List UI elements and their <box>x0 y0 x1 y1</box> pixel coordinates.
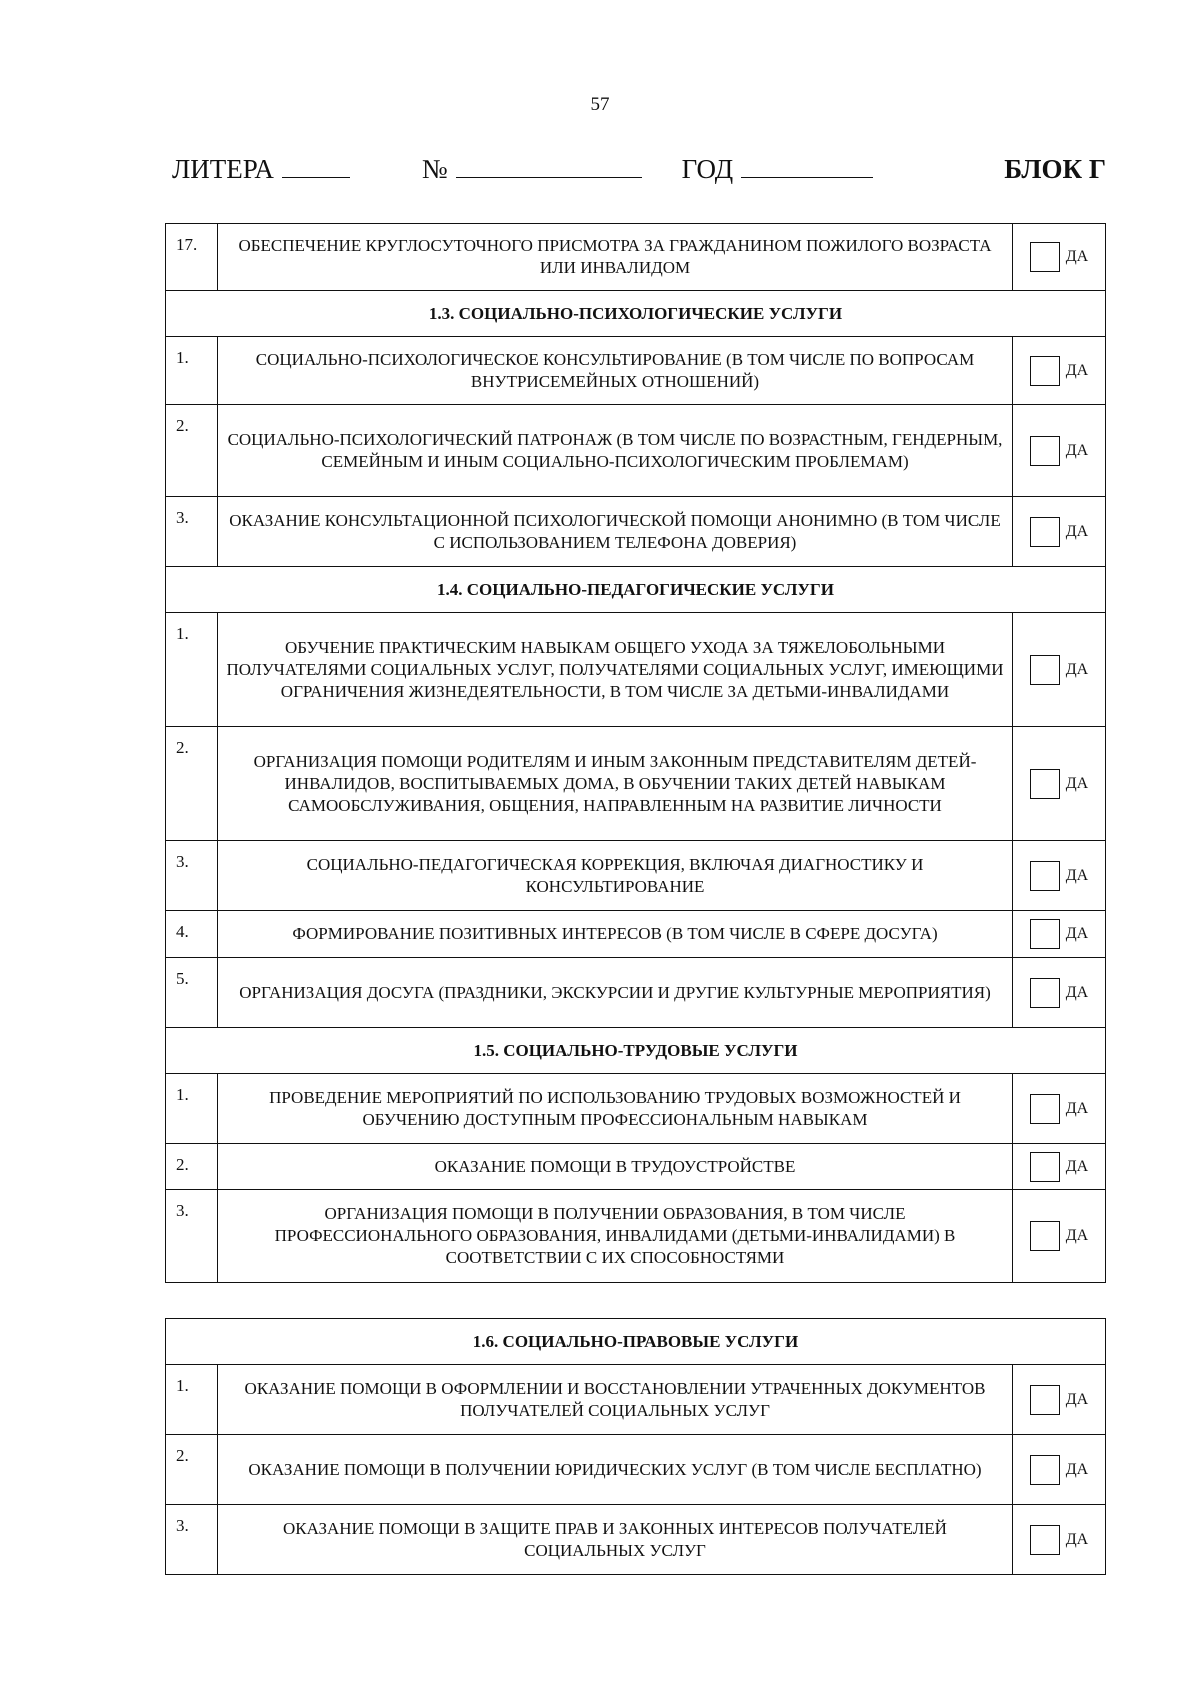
services-table-1 <box>165 223 1106 1283</box>
row-number: 2. <box>166 727 218 841</box>
row-text: ФОРМИРОВАНИЕ ПОЗИТИВНЫХ ИНТЕРЕСОВ (В ТОМ ЧИСЛЕ В СФЕРЕ ДОСУГА) <box>218 911 1013 958</box>
yes-label: ДА <box>1065 925 1089 942</box>
row-text: ОРГАНИЗАЦИЯ ПОМОЩИ РОДИТЕЛЯМ И ИНЫМ ЗАКОННЫМ ПРЕДСТАВИТЕЛЯМ ДЕТЕЙ-ИНВАЛИДОВ, ВОСПИТЫВАЕМЫХ ДОМА, В ОБУЧЕНИИ ТАКИХ ДЕТЕЙ НАВЫКАМ САМООБСЛУЖИВАНИЯ, ОБЩЕНИЯ, НАПРАВЛЕННЫМ НА РАЗВИТИЕ ЛИЧНОСТИ <box>218 727 1013 841</box>
checkbox[interactable] <box>1030 769 1060 799</box>
table-row <box>166 337 1106 405</box>
section-header-row <box>166 1319 1106 1365</box>
row-text: ОКАЗАНИЕ ПОМОЩИ В ТРУДОУСТРОЙСТВЕ <box>218 1144 1013 1190</box>
section-title: 1.3. СОЦИАЛЬНО-ПСИХОЛОГИЧЕСКИЕ УСЛУГИ <box>166 291 1106 337</box>
table-row <box>166 1435 1106 1505</box>
row-number: 2. <box>166 1144 218 1190</box>
table-row <box>166 497 1106 567</box>
checkbox[interactable] <box>1030 655 1060 685</box>
checkbox[interactable] <box>1030 1152 1060 1182</box>
checkbox[interactable] <box>1030 1455 1060 1485</box>
row-text: ОБЕСПЕЧЕНИЕ КРУГЛОСУТОЧНОГО ПРИСМОТРА ЗА ГРАЖДАНИНОМ ПОЖИЛОГО ВОЗРАСТА ИЛИ ИНВАЛИДОМ <box>218 224 1013 291</box>
row-text: ОКАЗАНИЕ КОНСУЛЬТАЦИОННОЙ ПСИХОЛОГИЧЕСКОЙ ПОМОЩИ АНОНИМНО (В ТОМ ЧИСЛЕ С ИСПОЛЬЗОВАНИЕМ ТЕЛЕФОНА ДОВЕРИЯ) <box>218 497 1013 567</box>
row-text: ОКАЗАНИЕ ПОМОЩИ В ЗАЩИТЕ ПРАВ И ЗАКОННЫХ ИНТЕРЕСОВ ПОЛУЧАТЕЛЕЙ СОЦИАЛЬНЫХ УСЛУГ <box>218 1505 1013 1575</box>
checkbox[interactable] <box>1030 1094 1060 1124</box>
table-row <box>166 613 1106 727</box>
section-header-row <box>166 291 1106 337</box>
table-row <box>166 1144 1106 1190</box>
checkbox[interactable] <box>1030 1525 1060 1555</box>
row-number: 1. <box>166 337 218 405</box>
litera-field[interactable] <box>282 153 350 178</box>
row-text: ОКАЗАНИЕ ПОМОЩИ В ОФОРМЛЕНИИ И ВОССТАНОВЛЕНИИ УТРАЧЕННЫХ ДОКУМЕНТОВ ПОЛУЧАТЕЛЕЙ СОЦИАЛЬНЫХ УСЛУГ <box>218 1365 1013 1435</box>
section-header-row <box>166 567 1106 613</box>
row-number: 3. <box>166 497 218 567</box>
row-number: 2. <box>166 1435 218 1505</box>
checkbox[interactable] <box>1030 436 1060 466</box>
row-number: 3. <box>166 1505 218 1575</box>
yes-label: ДА <box>1065 1530 1089 1548</box>
table-row <box>166 958 1106 1028</box>
yes-label: ДА <box>1065 983 1089 1001</box>
row-text: СОЦИАЛЬНО-ПЕДАГОГИЧЕСКАЯ КОРРЕКЦИЯ, ВКЛЮЧАЯ ДИАГНОСТИКУ И КОНСУЛЬТИРОВАНИЕ <box>218 841 1013 911</box>
yes-label: ДА <box>1065 361 1089 379</box>
yes-label: ДА <box>1065 1390 1089 1408</box>
table-row <box>166 1190 1106 1283</box>
checkbox[interactable] <box>1030 1221 1060 1251</box>
row-text: ОРГАНИЗАЦИЯ ПОМОЩИ В ПОЛУЧЕНИИ ОБРАЗОВАНИЯ, В ТОМ ЧИСЛЕ ПРОФЕССИОНАЛЬНОГО ОБРАЗОВАНИЯ, ИНВАЛИДАМИ (ДЕТЬМИ-ИНВАЛИДАМИ) В СООТВЕТСТВИИ С ИХ СПОСОБНОСТЯМИ <box>218 1190 1013 1283</box>
row-number: 3. <box>166 1190 218 1283</box>
row-text: ОКАЗАНИЕ ПОМОЩИ В ПОЛУЧЕНИИ ЮРИДИЧЕСКИХ УСЛУГ (В ТОМ ЧИСЛЕ БЕСПЛАТНО) <box>218 1435 1013 1505</box>
year-field[interactable] <box>741 153 873 178</box>
table-row <box>166 1505 1106 1575</box>
block-label: БЛОК Г <box>1004 154 1106 184</box>
section-title: 1.4. СОЦИАЛЬНО-ПЕДАГОГИЧЕСКИЕ УСЛУГИ <box>166 567 1106 613</box>
form-header <box>172 153 1106 187</box>
checkbox[interactable] <box>1030 861 1060 891</box>
table-row <box>166 841 1106 911</box>
yes-label: ДА <box>1065 1157 1089 1175</box>
yes-label: ДА <box>1065 660 1089 678</box>
row-text: ОРГАНИЗАЦИЯ ДОСУГА (ПРАЗДНИКИ, ЭКСКУРСИИ И ДРУГИЕ КУЛЬТУРНЫЕ МЕРОПРИЯТИЯ) <box>218 958 1013 1028</box>
yes-label: ДА <box>1065 1227 1089 1244</box>
row-text: СОЦИАЛЬНО-ПСИХОЛОГИЧЕСКОЕ КОНСУЛЬТИРОВАНИЕ (В ТОМ ЧИСЛЕ ПО ВОПРОСАМ ВНУТРИСЕМЕЙНЫХ ОТНОШЕНИЙ) <box>218 337 1013 405</box>
services-table-2 <box>165 1318 1106 1575</box>
row-number: 4. <box>166 911 218 958</box>
table-row <box>166 1074 1106 1144</box>
row-number: 17. <box>166 224 218 291</box>
table-row <box>166 911 1106 958</box>
checkbox[interactable] <box>1030 1385 1060 1415</box>
checkbox[interactable] <box>1030 919 1060 949</box>
row-number: 5. <box>166 958 218 1028</box>
yes-label: ДА <box>1065 248 1089 265</box>
row-number: 1. <box>166 1074 218 1144</box>
table-row <box>166 1365 1106 1435</box>
litera-label: ЛИТЕРА <box>172 154 274 184</box>
row-text: СОЦИАЛЬНО-ПСИХОЛОГИЧЕСКИЙ ПАТРОНАЖ (В ТОМ ЧИСЛЕ ПО ВОЗРАСТНЫМ, ГЕНДЕРНЫМ, СЕМЕЙНЫМ И ИНЫМ СОЦИАЛЬНО-ПСИХОЛОГИЧЕСКИМ ПРОБЛЕМАМ) <box>218 405 1013 497</box>
row-number: 1. <box>166 613 218 727</box>
year-label: ГОД <box>681 154 734 184</box>
table-row <box>166 224 1106 291</box>
yes-label: ДА <box>1065 1460 1089 1478</box>
section-title: 1.6. СОЦИАЛЬНО-ПРАВОВЫЕ УСЛУГИ <box>166 1319 1106 1365</box>
yes-label: ДА <box>1065 866 1089 884</box>
row-number: 2. <box>166 405 218 497</box>
yes-label: ДА <box>1065 441 1089 459</box>
section-title: 1.5. СОЦИАЛЬНО-ТРУДОВЫЕ УСЛУГИ <box>166 1028 1106 1074</box>
yes-label: ДА <box>1065 774 1089 792</box>
checkbox[interactable] <box>1030 978 1060 1008</box>
table-row <box>166 727 1106 841</box>
yes-label: ДА <box>1065 1099 1089 1117</box>
checkbox[interactable] <box>1030 517 1060 547</box>
row-text: ОБУЧЕНИЕ ПРАКТИЧЕСКИМ НАВЫКАМ ОБЩЕГО УХОДА ЗА ТЯЖЕЛОБОЛЬНЫМИ ПОЛУЧАТЕЛЯМИ СОЦИАЛЬНЫХ УСЛУГ, ПОЛУЧАТЕЛЯМИ СОЦИАЛЬНЫХ УСЛУГ, ИМЕЮЩИМИ ОГРАНИЧЕНИЯ ЖИЗНЕДЕЯТЕЛЬНОСТИ, В ТОМ ЧИСЛЕ ЗА ДЕТЬМИ-ИНВАЛИДАМИ <box>218 613 1013 727</box>
row-number: 3. <box>166 841 218 911</box>
yes-label: ДА <box>1065 522 1089 540</box>
section-header-row <box>166 1028 1106 1074</box>
row-text: ПРОВЕДЕНИЕ МЕРОПРИЯТИЙ ПО ИСПОЛЬЗОВАНИЮ ТРУДОВЫХ ВОЗМОЖНОСТЕЙ И ОБУЧЕНИЮ ДОСТУПНЫМ ПРОФЕССИОНАЛЬНЫМ НАВЫКАМ <box>218 1074 1013 1144</box>
number-field[interactable] <box>456 153 642 178</box>
row-number: 1. <box>166 1365 218 1435</box>
checkbox[interactable] <box>1030 242 1060 272</box>
checkbox[interactable] <box>1030 356 1060 386</box>
table-row <box>166 405 1106 497</box>
number-label: № <box>421 154 448 184</box>
page-number: 57 <box>590 94 610 115</box>
